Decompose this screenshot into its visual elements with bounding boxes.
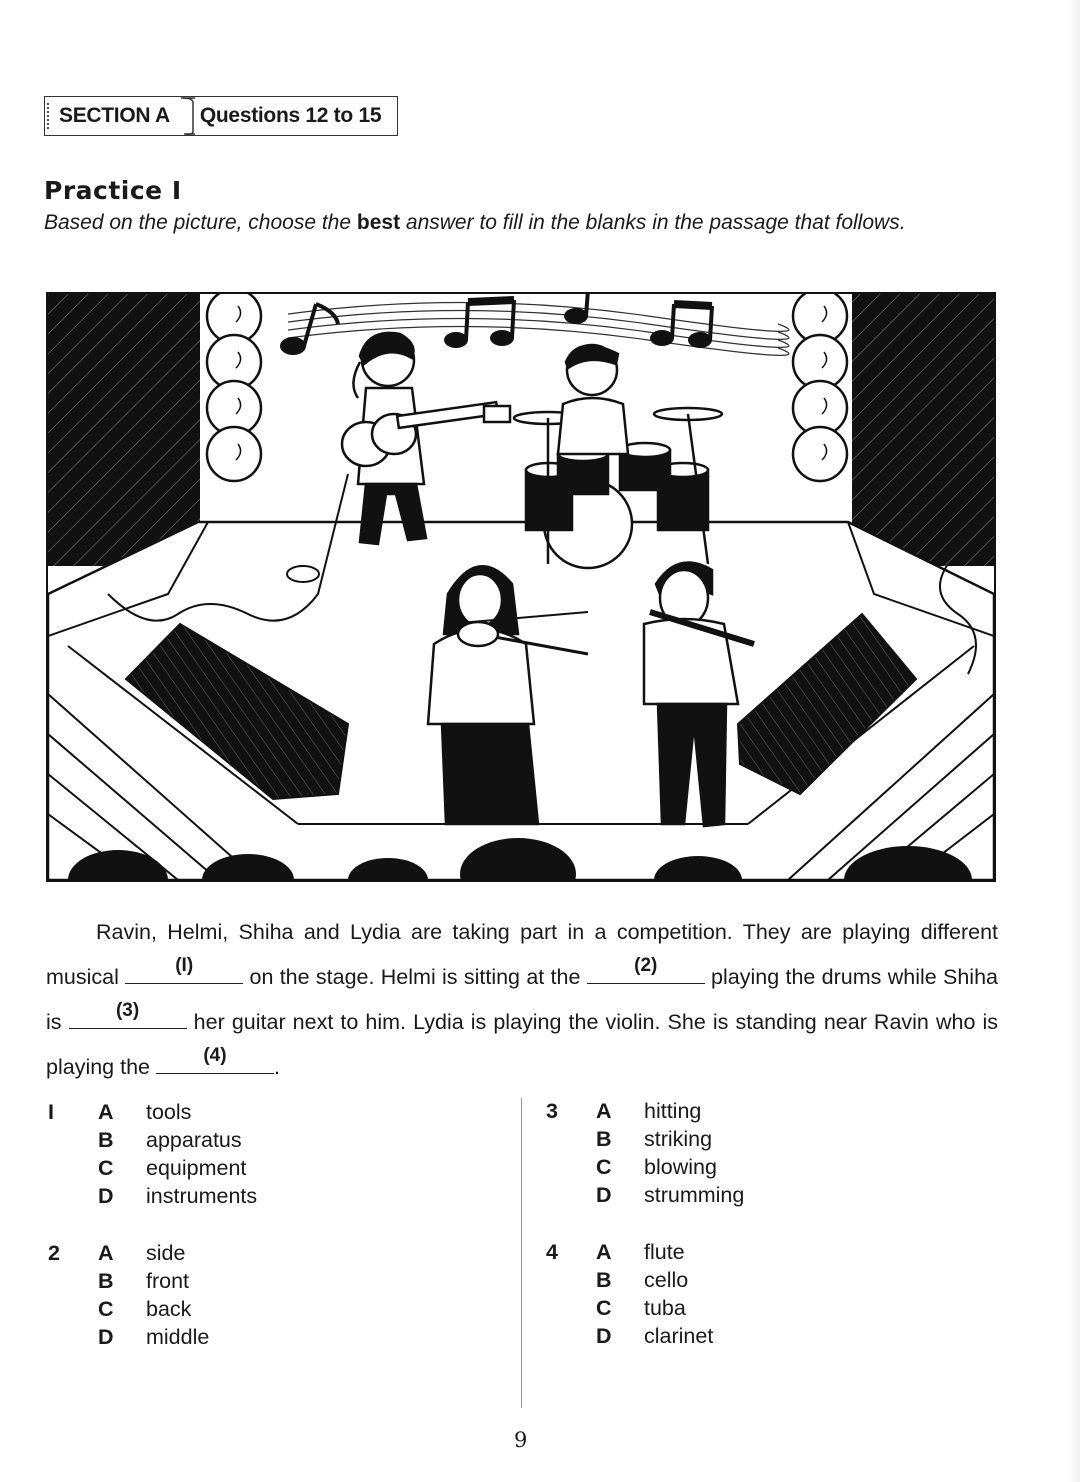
option-letter: C: [98, 1156, 114, 1180]
blank-4: [156, 1045, 274, 1074]
option-letter: A: [98, 1241, 114, 1265]
question-number: I: [48, 1100, 54, 1124]
section-questions: Questions 12 to 15: [199, 104, 382, 127]
option-text: cello: [644, 1268, 689, 1292]
passage-text-4: her guitar next to him. Lydia is playing the violin. She is standing near Ravin who is playing the: [46, 1010, 999, 1079]
option-text: middle: [146, 1325, 210, 1349]
blank-2-label: (2): [634, 955, 658, 976]
option-letter: D: [98, 1184, 114, 1208]
option-text: equipment: [146, 1156, 247, 1180]
concert-illustration: [46, 292, 996, 882]
option-text: instruments: [146, 1184, 258, 1208]
option-letter: A: [98, 1100, 114, 1124]
question-1-option-c[interactable]: [98, 1156, 246, 1184]
left-backdrop: [48, 294, 200, 566]
blank-2: [587, 955, 705, 984]
blank-1-label: (I): [175, 955, 194, 976]
option-letter: B: [596, 1268, 612, 1292]
option-text: blowing: [644, 1155, 717, 1179]
question-3: [546, 1099, 946, 1219]
question-1-option-a[interactable]: [98, 1100, 191, 1128]
passage-text-5: .: [273, 1055, 280, 1079]
option-letter: D: [596, 1183, 612, 1207]
option-text: tools: [146, 1100, 192, 1124]
passage-text-3: playing the drums while Shiha is: [46, 965, 999, 1034]
passage-text-1: Ravin, Helmi, Shiha and Lydia are taking part in a competition. They are playing different musical: [46, 920, 998, 989]
question-3-option-d[interactable]: [596, 1183, 744, 1211]
section-header: [44, 96, 398, 136]
question-2-option-c[interactable]: [98, 1297, 191, 1325]
option-text: hitting: [644, 1099, 702, 1123]
option-text: strumming: [644, 1183, 745, 1207]
question-2-option-b[interactable]: [98, 1269, 189, 1297]
option-text: apparatus: [146, 1128, 242, 1152]
question-4: [546, 1240, 946, 1360]
option-letter: B: [98, 1269, 114, 1293]
blank-3: [69, 1000, 187, 1029]
practice-title: Practice I: [44, 176, 182, 205]
option-text: flute: [644, 1240, 685, 1264]
option-letter: B: [596, 1127, 612, 1151]
question-1-option-b[interactable]: [98, 1128, 242, 1156]
option-text: tuba: [644, 1296, 686, 1320]
instructions-bold: best: [356, 211, 401, 234]
question-3-option-a[interactable]: [596, 1099, 701, 1127]
option-text: striking: [644, 1127, 713, 1151]
option-letter: A: [596, 1240, 612, 1264]
band-on-stage-illustration: [48, 294, 994, 880]
option-letter: C: [596, 1296, 612, 1320]
question-4-option-c[interactable]: [596, 1296, 686, 1324]
option-text: front: [146, 1269, 190, 1293]
column-divider: [521, 1098, 522, 1408]
option-letter: D: [596, 1324, 612, 1348]
option-letter: D: [98, 1325, 114, 1349]
question-4-option-a[interactable]: [596, 1240, 685, 1268]
question-3-option-c[interactable]: [596, 1155, 717, 1183]
section-label: SECTION A: [59, 104, 170, 127]
question-number: 3: [546, 1099, 558, 1123]
instructions-after: answer to fill in the blanks in the passage that follows.: [400, 211, 906, 234]
option-text: side: [146, 1241, 186, 1265]
question-number: 2: [48, 1241, 60, 1265]
question-4-option-d[interactable]: [596, 1324, 713, 1352]
blank-3-label: (3): [115, 1000, 140, 1021]
option-text: clarinet: [644, 1324, 714, 1348]
question-2: [48, 1241, 448, 1361]
question-1: [48, 1100, 448, 1220]
question-1-option-d[interactable]: [98, 1184, 257, 1212]
option-letter: B: [98, 1128, 114, 1152]
question-4-option-b[interactable]: [596, 1268, 688, 1296]
option-text: back: [146, 1297, 192, 1321]
option-letter: C: [98, 1297, 114, 1321]
question-2-option-d[interactable]: [98, 1325, 209, 1353]
passage: [46, 910, 998, 1090]
instructions: [44, 208, 996, 238]
binding-dots: [47, 103, 52, 129]
scroll-divider-icon: [180, 96, 196, 136]
option-letter: A: [596, 1099, 612, 1123]
instructions-before: Based on the picture, choose the: [44, 211, 357, 234]
blank-4-label: (4): [203, 1045, 227, 1066]
page-edge-shadow: [1066, 0, 1080, 1482]
question-3-option-b[interactable]: [596, 1127, 712, 1155]
option-letter: C: [596, 1155, 612, 1179]
page-number: 9: [514, 1428, 528, 1452]
blank-1: [125, 955, 243, 984]
question-2-option-a[interactable]: [98, 1241, 185, 1269]
right-backdrop: [852, 294, 994, 566]
passage-text-2: on the stage. Helmi is sitting at the: [243, 965, 587, 989]
question-number: 4: [546, 1240, 558, 1264]
